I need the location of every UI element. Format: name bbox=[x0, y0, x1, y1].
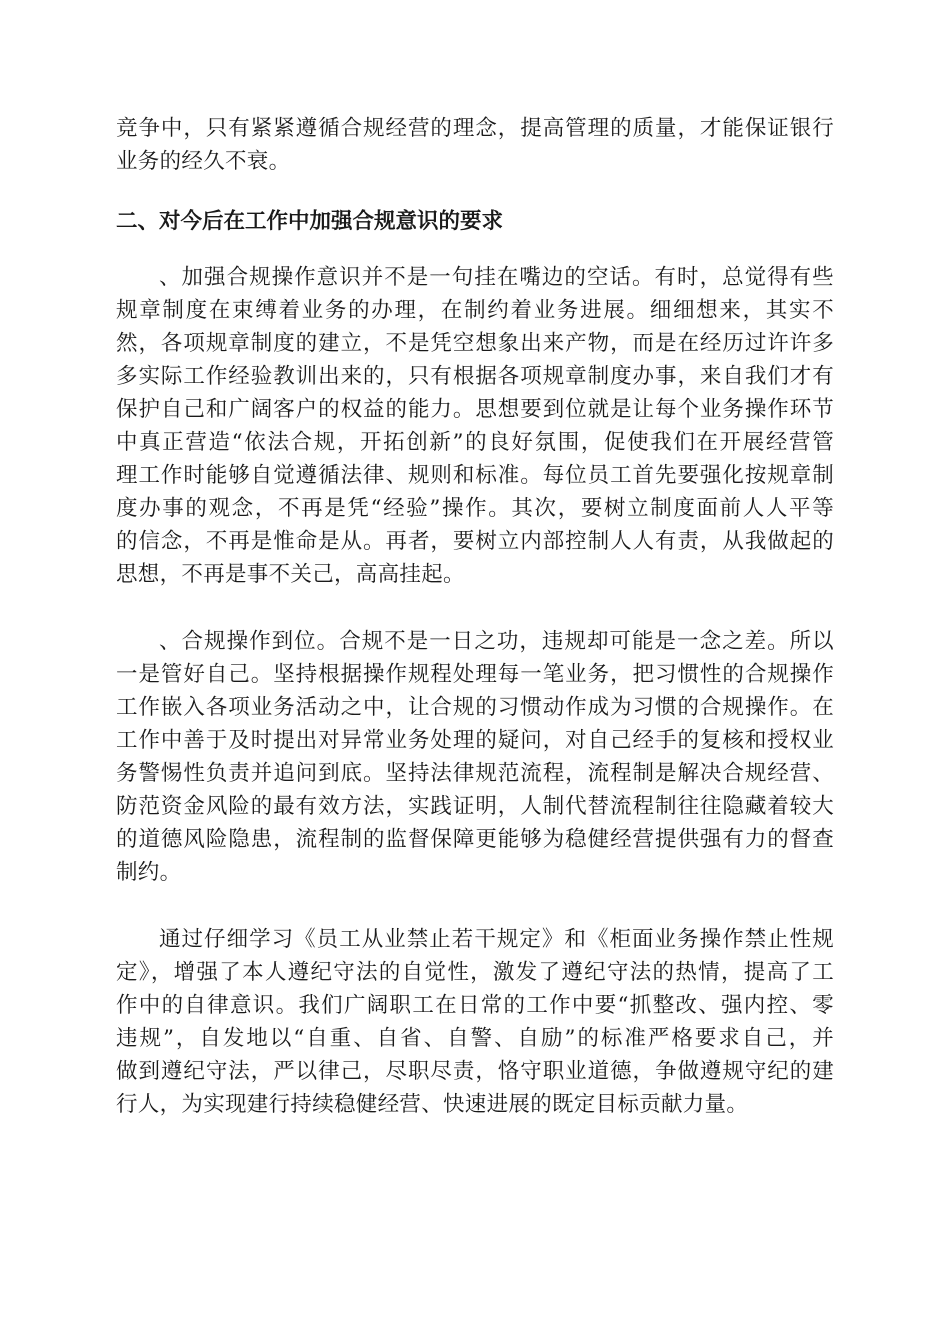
text-line: 务警惕性负责并追问到底。坚持法律规范流程，流程制是解决合规经营、 bbox=[116, 761, 834, 786]
text-line: 然，各项规章制度的建立，不是凭空想象出来产物，而是在经历过许许多 bbox=[116, 331, 834, 356]
text-line: 一是管好自己。坚持根据操作规程处理每一笔业务，把习惯性的合规操作 bbox=[116, 662, 834, 687]
paragraph-compliant-operation bbox=[116, 625, 834, 889]
text-line: 业务的经久不衰。 bbox=[116, 149, 291, 174]
text-line: 的道德风险隐患，流程制的监督保障更能够为稳健经营提供强有力的督查 bbox=[116, 827, 834, 852]
paragraph-conclusion bbox=[116, 923, 834, 1121]
text-line: 度办事的观念，不再是凭“经验”操作。其次，要树立制度面前人人平等 bbox=[116, 496, 834, 521]
text-line: 、合规操作到位。合规不是一日之功，违规却可能是一念之差。所以 bbox=[159, 629, 834, 654]
text-line: 做到遵纪守法，严以律己，尽职尽责，恪守职业道德，争做遵规守纪的建 bbox=[116, 1059, 834, 1084]
text-line: 防范资金风险的最有效方法，实践证明，人制代替流程制往往隐藏着较大 bbox=[116, 794, 834, 819]
text-line: 保护自己和广阔客户的权益的能力。思想要到位就是让每个业务操作环节 bbox=[116, 397, 834, 422]
paragraph-operation-awareness bbox=[116, 261, 834, 591]
document-page bbox=[116, 112, 834, 1121]
text-line: 、加强合规操作意识并不是一句挂在嘴边的空话。有时，总觉得有些 bbox=[159, 265, 834, 290]
text-line: 定》，增强了本人遵纪守法的自觉性，激发了遵纪守法的热情，提高了工 bbox=[116, 960, 834, 985]
text-line: 作中的自律意识。我们广阔职工在日常的工作中要“抓整改、强内控、零 bbox=[116, 993, 834, 1018]
text-line: 通过仔细学习《员工从业禁止若干规定》和《柜面业务操作禁止性规 bbox=[159, 927, 834, 952]
intro-paragraph bbox=[116, 112, 834, 178]
section-heading: 二、对今后在工作中加强合规意识的要求 bbox=[116, 209, 504, 234]
text-line: 竞争中，只有紧紧遵循合规经营的理念，提高管理的质量，才能保证银行 bbox=[116, 116, 834, 141]
text-line: 多实际工作经验教训出来的，只有根据各项规章制度办事，来自我们才有 bbox=[116, 364, 834, 389]
text-line: 思想，不再是事不关己，高高挂起。 bbox=[116, 562, 465, 587]
text-line: 违规”，自发地以“自重、自省、自警、自励”的标准严格要求自己，并 bbox=[116, 1026, 834, 1051]
text-line: 理工作时能够自觉遵循法律、规则和标准。每位员工首先要强化按规章制 bbox=[116, 463, 834, 488]
text-line: 制约。 bbox=[116, 860, 182, 885]
text-line: 的信念，不再是惟命是从。再者，要树立内部控制人人有责，从我做起的 bbox=[116, 529, 834, 554]
text-line: 工作嵌入各项业务活动之中，让合规的习惯动作成为习惯的合规操作。在 bbox=[116, 695, 834, 720]
text-line: 工作中善于及时提出对异常业务处理的疑问，对自己经手的复核和授权业 bbox=[116, 728, 834, 753]
text-line: 规章制度在束缚着业务的办理，在制约着业务进展。细细想来，其实不 bbox=[116, 298, 834, 323]
text-line: 中真正营造“依法合规，开拓创新”的良好氛围，促使我们在开展经营管 bbox=[116, 430, 834, 455]
text-line: 行人，为实现建行持续稳健经营、快速进展的既定目标贡献力量。 bbox=[116, 1092, 749, 1117]
